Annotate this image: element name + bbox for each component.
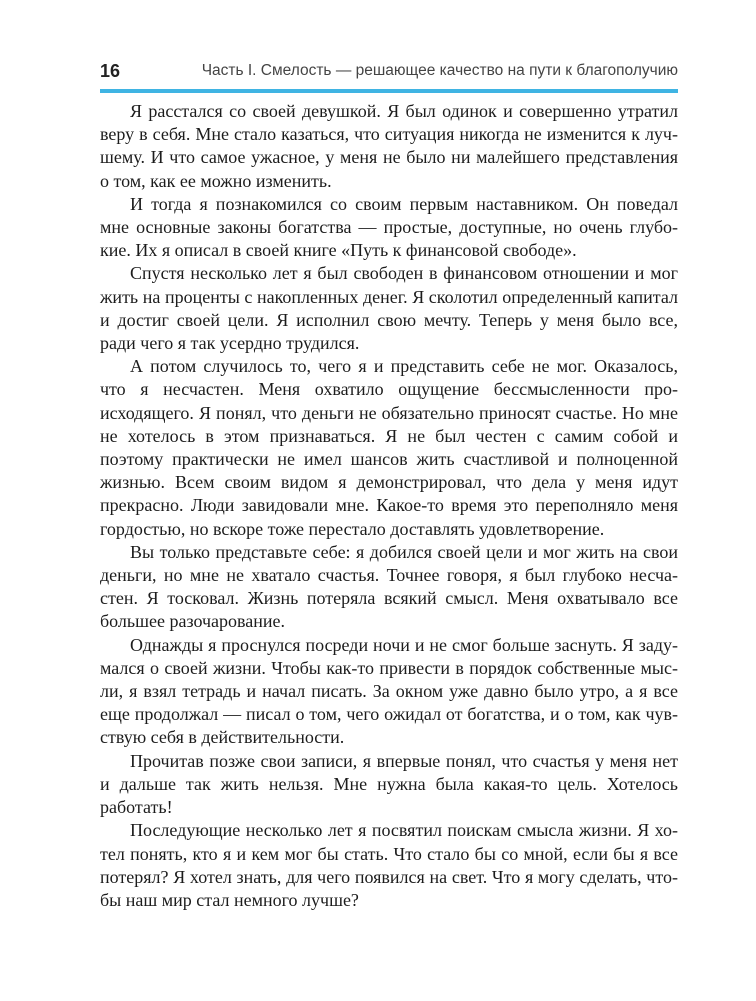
paragraph: И тогда я познакомился со своим первым наставником. Он поведал мне основные законы богатства — простые, доступные, но очень глубокие. Их я описал в своей книге «Путь к финансовой свободе». bbox=[100, 193, 678, 261]
body-text bbox=[100, 100, 678, 912]
page-number: 16 bbox=[100, 61, 121, 81]
paragraph: Вы только представьте себе: я добился своей цели и мог жить на свои деньги, но мне не хватало счастья. Точнее говоря, я был глубоко несчастен. Я тосковал. Жизнь потеряла всякий смысл. Меня охватывало все большее разочарование. bbox=[100, 541, 678, 632]
paragraph: Однажды я проснулся посреди ночи и не смог больше заснуть. Я задумался о своей жизни. Чтобы как-то привести в порядок собственные мысли, я взял тетрадь и начал писать. За окном уже давно было утро, а я все еще продолжал — писал о том, чего ожидал от богатства, и о том, как чувствую себя в действительности. bbox=[100, 634, 678, 748]
running-head: Часть I. Смелость — решающее качество на пути к благополучию bbox=[201, 62, 678, 79]
paragraph: А потом случилось то, чего я и представить себе не мог. Оказалось, что я несчастен. Меня охватило ощущение бессмысленности происходящего. Я понял, что деньги не обязательно приносят счастье. Но мне не хотелось в этом признаваться. Я не был честен с самим собой и поэтому практически не имел шансов жить счастливой и полноценной жизнью. Всем своим видом я демонстрировал, что дела у меня идут прекрасно. Люди завидовали мне. Какое-то время это переполняло меня гордостью, но вскоре тоже перестало доставлять удовлетворение. bbox=[100, 356, 678, 539]
paragraph: Прочитав позже свои записи, я впервые понял, что счастья у меня нет и дальше так жить нельзя. Мне нужна была какая-то цель. Хотелось работать! bbox=[100, 750, 678, 818]
paragraph: Спустя несколько лет я был свободен в финансовом отношении и мог жить на проценты с накопленных денег. Я сколотил определенный капитал и достиг своей цели. Я исполнил свою мечту. Теперь у меня было все, ради чего я так усердно трудился. bbox=[100, 263, 678, 354]
page-header bbox=[100, 58, 678, 88]
header-rule bbox=[100, 89, 678, 93]
paragraph: Я расстался со своей девушкой. Я был одинок и совершенно утратил веру в себя. Мне стало казаться, что ситуация никогда не изменится к лучшему. И что самое ужасное, у меня не было ни малейшего представления о том, как ее можно изменить. bbox=[100, 101, 678, 191]
paragraph: Последующие несколько лет я посвятил поискам смысла жизни. Я хотел понять, кто я и кем мог бы стать. Что стало бы со мной, если бы я все потерял? Я хотел знать, для чего появился на свет. Что я могу сделать, чтобы наш мир стал немного лучше? bbox=[100, 820, 678, 910]
